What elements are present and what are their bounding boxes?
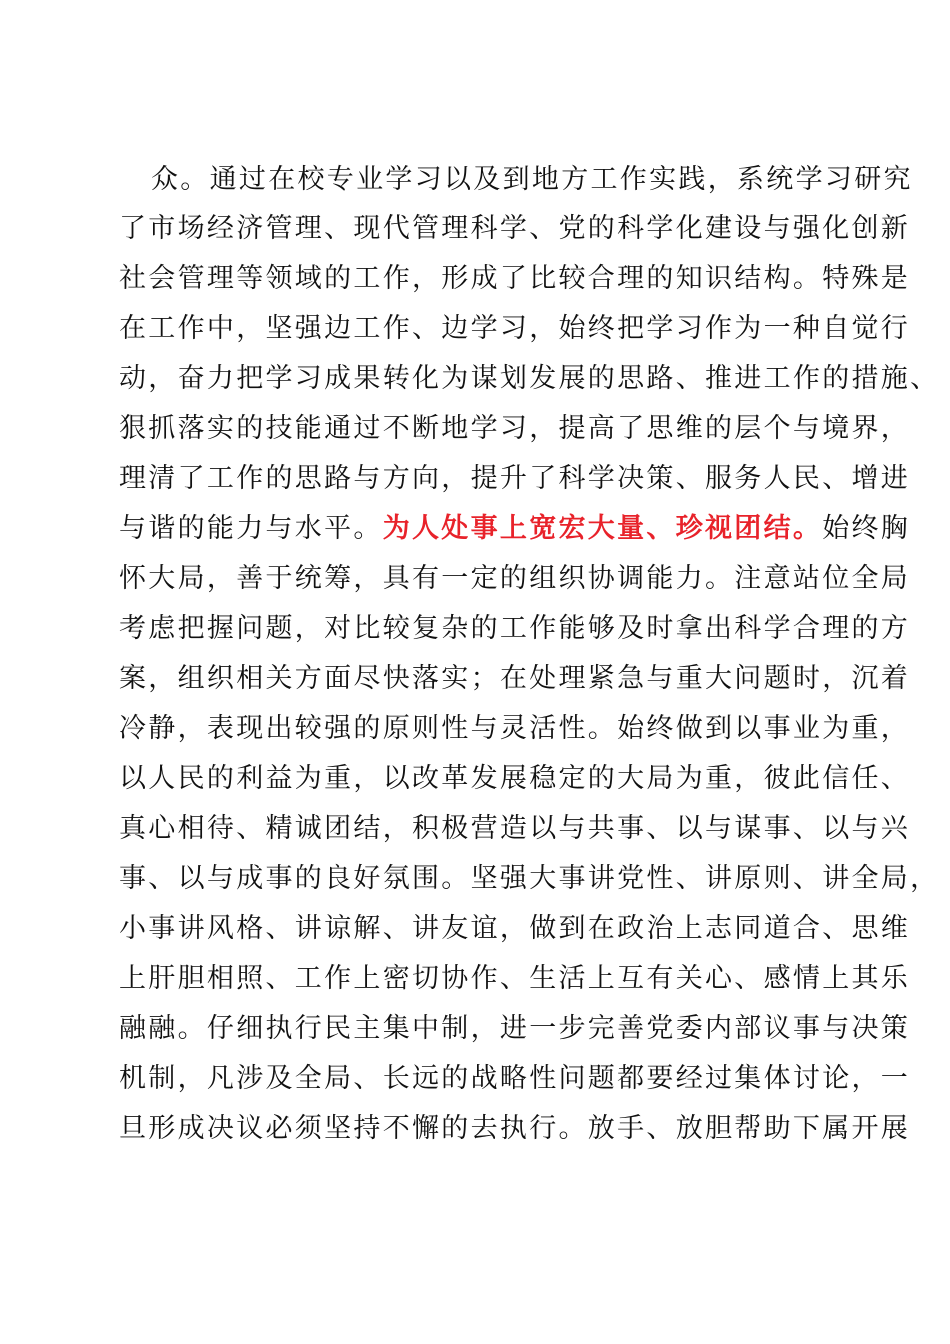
text-line-19: 机制，凡涉及全局、长远的战略性问题都要经过集体讨论，一 xyxy=(119,1063,911,1094)
text-line-11: 案，组织相关方面尽快落实；在处理紧急与重大问题时，沉着 xyxy=(119,663,911,694)
text-line-5: 动，奋力把学习成果转化为谋划发展的思路、推进工作的措施、 xyxy=(119,363,940,394)
text-line-7: 理清了工作的思路与方向，提升了科学决策、服务人民、增进 xyxy=(119,463,911,494)
text-line-13: 以人民的利益为重，以改革发展稳定的大局为重，彼此信任、 xyxy=(119,763,911,794)
text-line-20: 旦形成决议必须坚持不懈的去执行。放手、放胆帮助下属开展 xyxy=(119,1113,911,1144)
text-line-12: 冷静，表现出较强的原则性与灵活性。始终做到以事业为重， xyxy=(119,713,911,744)
text-line-1: 众。通过在校专业学习以及到地方工作实践，系统学习研究 xyxy=(151,164,913,195)
text-line-18: 融融。仔细执行民主集中制，进一步完善党委内部议事与决策 xyxy=(119,1013,911,1044)
text-line-6: 狠抓落实的技能通过不断地学习，提高了思维的层个与境界， xyxy=(119,413,911,444)
text-line-10: 考虑把握问题，对比较复杂的工作能够及时拿出科学合理的方 xyxy=(119,613,911,644)
text-line-8-end: 始终胸 xyxy=(822,513,911,544)
emphasized-heading: 为人处事上宽宏大量、珍视团结。 xyxy=(382,513,823,544)
text-line-3: 社会管理等领域的工作，形成了比较合理的知识结构。特殊是 xyxy=(119,263,911,294)
text-line-14: 真心相待、精诚团结，积极营造以与共事、以与谋事、以与兴 xyxy=(119,813,911,844)
text-line-8 xyxy=(119,513,910,545)
text-line-8-start: 与谐的能力与水平。 xyxy=(119,513,383,544)
text-line-4: 在工作中，坚强边工作、边学习，始终把学习作为一种自觉行 xyxy=(119,313,911,344)
text-line-9: 怀大局，善于统筹，具有一定的组织协调能力。注意站位全局 xyxy=(119,563,911,594)
text-line-17: 上肝胆相照、工作上密切协作、生活上互有关心、感情上其乐 xyxy=(119,963,911,994)
text-line-2: 了市场经济管理、现代管理科学、党的科学化建设与强化创新 xyxy=(119,213,911,244)
text-line-15: 事、以与成事的良好氛围。坚强大事讲党性、讲原则、讲全局， xyxy=(119,863,940,894)
text-line-16: 小事讲风格、讲谅解、讲友谊，做到在政治上志同道合、思维 xyxy=(119,913,911,944)
